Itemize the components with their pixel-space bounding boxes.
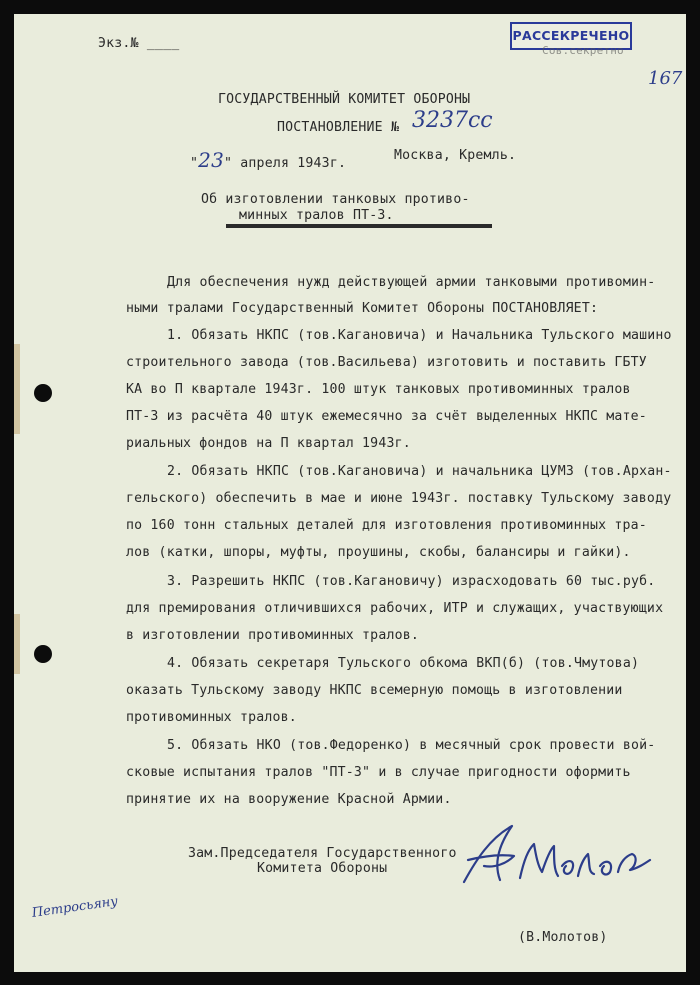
punch-hole bbox=[34, 384, 52, 402]
body-line: лов (катки, шпоры, муфты, проушины, скобы, балансиры и гайки). bbox=[126, 545, 631, 560]
body-line: противоминных тралов. bbox=[126, 710, 297, 725]
subject-line-1: Об изготовлении танковых противо- bbox=[201, 192, 470, 207]
paper-edge-stain bbox=[14, 344, 20, 434]
subject-underline bbox=[226, 224, 492, 228]
body-line: ПТ-3 из расчёта 40 штук ежемесячно за счёт выделенных НКПС мате- bbox=[126, 409, 647, 424]
signatory-title-line-2: Комитета Обороны bbox=[257, 861, 388, 876]
body-line: гельского) обеспечить в мае и июне 1943г. поставку Тульскому заводу bbox=[126, 491, 672, 506]
copy-number-label: Экз.№ ____ bbox=[98, 36, 180, 51]
body-line: ными тралами Государственный Комитет Обороны ПОСТАНОВЛЯЕТ: bbox=[126, 301, 599, 316]
molotov-signature bbox=[454, 820, 654, 890]
body-line: 5. Обязать НКО (тов.Федоренко) в месячный срок провести вой- bbox=[167, 738, 656, 753]
body-line: сковые испытания тралов "ПТ-3" и в случае пригодности оформить bbox=[126, 765, 631, 780]
committee-title: ГОСУДАРСТВЕННЫЙ КОМИТЕТ ОБОРОНЫ bbox=[218, 92, 471, 107]
date-day: 23 bbox=[198, 148, 224, 172]
body-line: КА во П квартале 1943г. 100 штук танковых противоминных тралов bbox=[126, 382, 631, 397]
body-line: по 160 тонн стальных деталей для изготовления противоминных тра- bbox=[126, 518, 647, 533]
body-line: 4. Обязать секретаря Тульского обкома ВКП(б) (тов.Чмутова) bbox=[167, 656, 640, 671]
paper-edge-stain bbox=[14, 614, 20, 674]
signatory-title-line-1: Зам.Председателя Государственного bbox=[188, 846, 457, 861]
resolution-number: 3237сс bbox=[412, 108, 493, 133]
document-page bbox=[14, 14, 686, 972]
handwritten-margin-note: Петросьяну bbox=[30, 894, 119, 921]
secret-mark: Сов.секретно bbox=[542, 44, 624, 57]
printed-signatory-name: (В.Молотов) bbox=[518, 930, 608, 945]
body-line: принятие их на вооружение Красной Армии. bbox=[126, 792, 452, 807]
page-number: 167 bbox=[648, 68, 683, 89]
place-line: Москва, Кремль. bbox=[394, 148, 517, 163]
body-line: оказать Тульскому заводу НКПС всемерную помощь в изготовлении bbox=[126, 683, 623, 698]
declassified-stamp: РАССЕКРЕЧЕНО bbox=[510, 22, 632, 50]
body-line: 1. Обязать НКПС (тов.Кагановича) и Начальника Тульского машино bbox=[167, 328, 672, 343]
body-line: строительного завода (тов.Васильева) изготовить и поставить ГБТУ bbox=[126, 355, 647, 370]
date-line: "23" апреля 1943г. bbox=[190, 148, 347, 172]
punch-hole bbox=[34, 645, 52, 663]
resolution-prefix: ПОСТАНОВЛЕНИЕ № bbox=[277, 120, 400, 135]
body-line: для премирования отличившихся рабочих, ИТР и служащих, участвующих bbox=[126, 601, 664, 616]
date-month-year: апреля 1943г. bbox=[240, 156, 347, 171]
body-line: 2. Обязать НКПС (тов.Кагановича) и начальника ЦУМЗ (тов.Архан- bbox=[167, 464, 672, 479]
body-line: 3. Разрешить НКПС (тов.Кагановичу) израсходовать 60 тыс.руб. bbox=[167, 574, 656, 589]
body-line: в изготовлении противоминных тралов. bbox=[126, 628, 420, 643]
body-line: Для обеспечения нужд действующей армии танковыми противомин- bbox=[167, 275, 656, 290]
subject-line-2: минных тралов ПТ-3. bbox=[239, 208, 394, 223]
body-line: риальных фондов на П квартал 1943г. bbox=[126, 436, 411, 451]
